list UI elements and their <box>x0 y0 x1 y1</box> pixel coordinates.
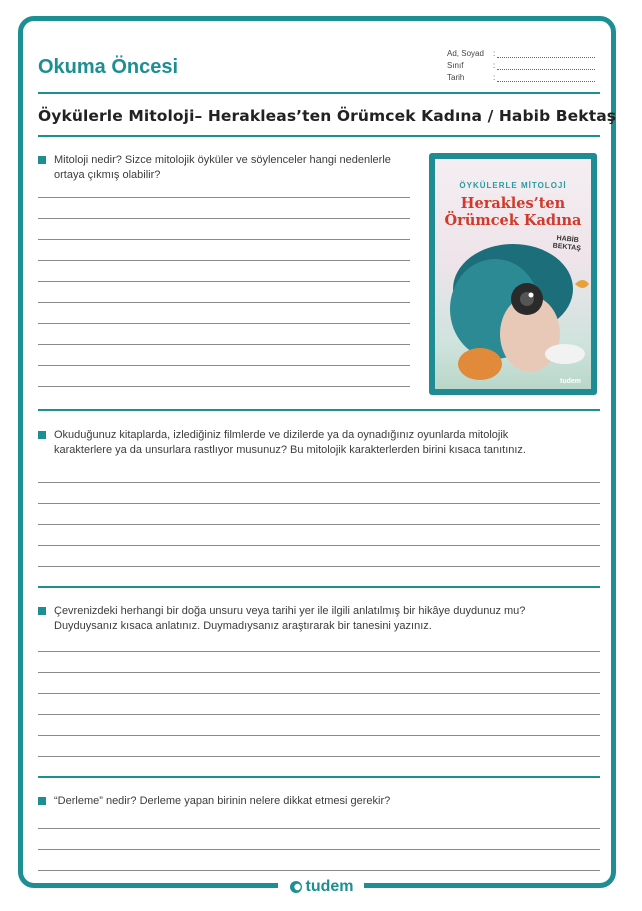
divider <box>38 92 600 94</box>
date-sep: : <box>493 73 496 82</box>
answer-line[interactable] <box>38 693 600 694</box>
bullet-icon <box>38 797 46 805</box>
answer-line[interactable] <box>38 545 600 546</box>
date-blank[interactable] <box>497 74 595 82</box>
divider <box>38 586 600 588</box>
answer-line[interactable] <box>38 566 600 567</box>
date-field[interactable] <box>447 70 595 82</box>
name-label: Ad, Soyad <box>447 49 484 58</box>
answer-line[interactable] <box>38 849 600 850</box>
footer-brand: tudem <box>305 878 354 895</box>
answer-line[interactable] <box>38 870 600 871</box>
bullet-icon <box>38 156 46 164</box>
answer-line[interactable] <box>38 302 410 303</box>
cover-author <box>552 235 582 254</box>
answer-line[interactable] <box>38 714 600 715</box>
question-text-line: Okuduğunuz kitaplarda, izlediğiniz filmlerde ve dizilerde ya da oynadığınız oyunlarda mitolojik <box>54 429 509 441</box>
cover-title <box>435 195 591 229</box>
question-text-line: ortaya çıkmış olabilir? <box>54 169 161 181</box>
class-sep: : <box>493 61 496 70</box>
answer-line[interactable] <box>38 672 600 673</box>
bullet-icon <box>38 431 46 439</box>
cover-series: ÖYKÜLERLE MİTOLOJİ <box>459 181 567 190</box>
class-blank[interactable] <box>497 62 595 70</box>
question-text-line: Mitoloji nedir? Sizce mitolojik öyküler ve söylenceler hangi nedenlerle <box>54 154 391 166</box>
question-text-line: karakterlere ya da unsurlara rastlıyor musunuz? Bu mitolojik karakterlerden birini kısaca tanıtınız. <box>54 444 526 456</box>
cover-author-line: HABİB <box>555 234 579 245</box>
name-blank[interactable] <box>497 50 595 58</box>
cover-illustration <box>435 159 591 389</box>
class-field[interactable] <box>447 58 595 70</box>
book-title: Öykülerle Mitoloji– Herakleas’ten Örümcek Kadına / Habib Bektaş <box>38 107 617 125</box>
question-3 <box>38 604 600 634</box>
footer-logo <box>278 877 364 897</box>
answer-line[interactable] <box>38 503 600 504</box>
question-text-line: “Derleme” nedir? Derleme yapan birinin nelere dikkat etmesi gerekir? <box>54 795 391 807</box>
question-text-line: Çevrenizdeki herhangi bir doğa unsuru veya tarihi yer ile ilgili anlatılmış bir hikâye duydunuz mu? <box>54 605 526 617</box>
answer-line[interactable] <box>38 482 600 483</box>
answer-line[interactable] <box>38 365 410 366</box>
student-info-block <box>447 46 595 82</box>
answer-line[interactable] <box>38 386 410 387</box>
answer-line[interactable] <box>38 218 410 219</box>
answer-line[interactable] <box>38 281 410 282</box>
divider <box>38 409 600 411</box>
cover-author-line: BEKTAŞ <box>552 242 581 253</box>
book-cover-art <box>435 159 591 389</box>
answer-line[interactable] <box>38 239 410 240</box>
question-1 <box>38 153 418 183</box>
book-cover-image <box>429 153 597 395</box>
name-field[interactable] <box>447 46 595 58</box>
bullet-icon <box>38 607 46 615</box>
date-label: Tarih <box>447 73 465 82</box>
question-4 <box>38 794 600 809</box>
answer-line[interactable] <box>38 524 600 525</box>
answer-line[interactable] <box>38 828 600 829</box>
answer-line[interactable] <box>38 756 600 757</box>
cover-title-line: Örümcek Kadına <box>444 212 582 229</box>
answer-line[interactable] <box>38 260 410 261</box>
name-sep: : <box>493 49 496 58</box>
page-title: Okuma Öncesi <box>38 56 179 78</box>
divider <box>38 776 600 778</box>
tudem-logo-icon <box>289 880 303 894</box>
answer-line[interactable] <box>38 344 410 345</box>
question-2 <box>38 428 600 458</box>
question-text-line: Duyduysanız kısaca anlatınız. Duymadıysanız araştırarak bir tanesini yazınız. <box>54 620 432 632</box>
answer-line[interactable] <box>38 323 410 324</box>
divider <box>38 135 600 137</box>
answer-line[interactable] <box>38 197 410 198</box>
cover-publisher: tudem <box>560 378 581 385</box>
class-label: Sınıf <box>447 61 464 70</box>
answer-line[interactable] <box>38 735 600 736</box>
answer-line[interactable] <box>38 651 600 652</box>
cover-title-line: Herakles’ten <box>460 195 566 212</box>
